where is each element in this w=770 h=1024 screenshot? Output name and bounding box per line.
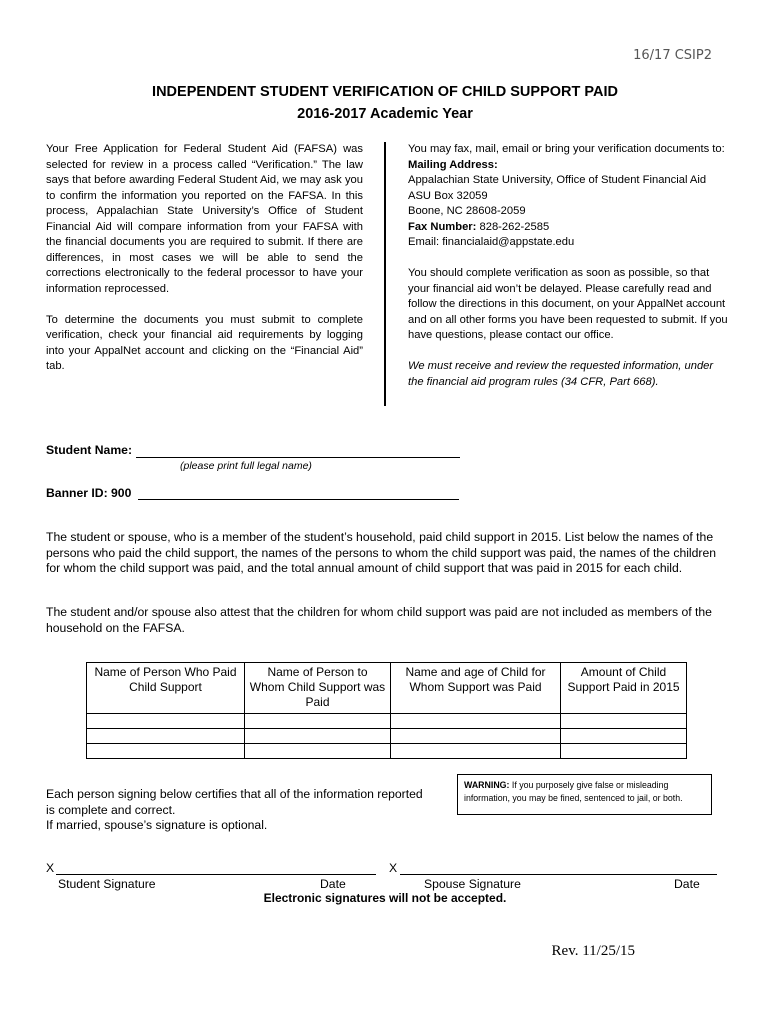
program-rules-paragraph: We must receive and review the requested information, under the financial aid program rules (34 CFR, Part 668). [408, 360, 714, 388]
address-line-3: Boone, NC 28608-2059 [408, 205, 526, 217]
household-attestation: The student and/or spouse also attest that the children for whom child support was paid are not included as members of the household on the FAFSA. [46, 605, 712, 635]
intro-left-column [46, 142, 363, 390]
documents-instructions: To determine the documents you must submit to complete verification, check your financial aid requirements by logging into your AppalNet account and clicking on the “Financial Aid” tab. [46, 313, 363, 372]
verification-explanation: Your Free Application for Federal Student Aid (FAFSA) was selected for review in a process called “Verification.” The law says that before awarding Federal Student Aid, we may ask you to confirm the information you reported on the FAFSA. In this process, Appalachian State University’s Office of Student Financial Aid will compare information from your FAFSA with the financial documents you are required to submit. If there are differences, in most cases we will be able to send the corrections electronically to the federal processor to have your information reprocessed. [46, 143, 363, 295]
page-title: INDEPENDENT STUDENT VERIFICATION OF CHILD SUPPORT PAID [152, 84, 618, 100]
child-support-table [86, 662, 687, 759]
contact-right-column [408, 142, 728, 406]
warning-box [457, 774, 712, 815]
academic-year-subtitle: 2016-2017 Academic Year [297, 106, 473, 122]
column-divider [384, 142, 386, 406]
table-cell[interactable] [245, 744, 391, 759]
table-header-row [87, 663, 687, 714]
submission-intro-text: You may fax, mail, email or bring your verification documents to: [408, 143, 725, 155]
table-cell[interactable] [391, 744, 561, 759]
table-cell[interactable] [391, 729, 561, 744]
table-row [87, 729, 687, 744]
table-row [87, 744, 687, 759]
student-date-label: Date [320, 877, 346, 891]
table-cell[interactable] [561, 729, 687, 744]
student-name-label: Student Name: [46, 443, 132, 457]
complete-soon-paragraph: You should complete verification as soon as possible, so that your financial aid won’t be delayed. Please carefully read and follow the directions in this document, on your AppalNet account and on all other forms you have been requested to submit. If you have questions, please contact our office. [408, 267, 728, 341]
warning-label: WARNING: [464, 780, 510, 790]
banner-id-field[interactable] [138, 485, 459, 500]
student-signature-x: X [46, 861, 55, 875]
child-support-statement: The student or spouse, who is a member of the student’s household, paid child support in 2015. List below the names of the persons who paid the child support, the names of the persons to whom the child support was paid, the names of the children for whom the child support was paid, and the total annual amount of child support that was paid in 2015 for each child. [46, 530, 717, 575]
warning-text: If you purposely give false or misleading information, you may be fined, sentenced to jail, or both. [464, 780, 683, 803]
student-signature-line[interactable] [56, 862, 376, 875]
spouse-signature-label: Spouse Signature [424, 877, 521, 891]
fax-label: Fax Number: [408, 220, 477, 233]
electronic-signature-note: Electronic signatures will not be accepted. [263, 891, 507, 905]
table-cell[interactable] [87, 729, 245, 744]
student-name-note: (please print full legal name) [180, 460, 312, 472]
spouse-signature-x: X [389, 861, 398, 875]
mailing-address-label: Mailing Address: [408, 158, 498, 171]
email-line: Email: financialaid@appstate.edu [408, 236, 575, 248]
spouse-optional-note: If married, spouse’s signature is optional. [46, 818, 268, 832]
table-cell[interactable] [561, 714, 687, 729]
fax-value: 828-262-2585 [476, 220, 550, 233]
col-header-amount: Amount of Child Support Paid in 2015 [561, 663, 687, 714]
address-line-2: ASU Box 32059 [408, 189, 488, 202]
table-cell[interactable] [391, 714, 561, 729]
col-header-payee: Name of Person to Whom Child Support was Paid [245, 663, 391, 714]
col-header-payer: Name of Person Who Paid Child Support [87, 663, 245, 714]
col-header-child: Name and age of Child for Whom Support was Paid [391, 663, 561, 714]
address-line-1: Appalachian State University, Office of Student Financial Aid [408, 174, 707, 186]
spouse-date-label: Date [674, 877, 700, 891]
table-cell[interactable] [561, 744, 687, 759]
form-code: 16/17 CSIP2 [633, 48, 712, 63]
table-cell[interactable] [87, 744, 245, 759]
student-signature-label: Student Signature [58, 877, 156, 891]
fax-line [408, 220, 728, 236]
student-name-field[interactable] [136, 443, 460, 458]
spouse-signature-line[interactable] [400, 862, 717, 875]
table-cell[interactable] [245, 714, 391, 729]
table-cell[interactable] [87, 714, 245, 729]
banner-id-label: Banner ID: 900 [46, 486, 132, 500]
certify-statement: Each person signing below certifies that all of the information reported is complete and correct. [46, 787, 423, 817]
table-row [87, 714, 687, 729]
submission-intro [408, 142, 728, 251]
certification-text [46, 787, 426, 834]
table-cell[interactable] [245, 729, 391, 744]
revision-date: Rev. 11/25/15 [551, 943, 635, 959]
